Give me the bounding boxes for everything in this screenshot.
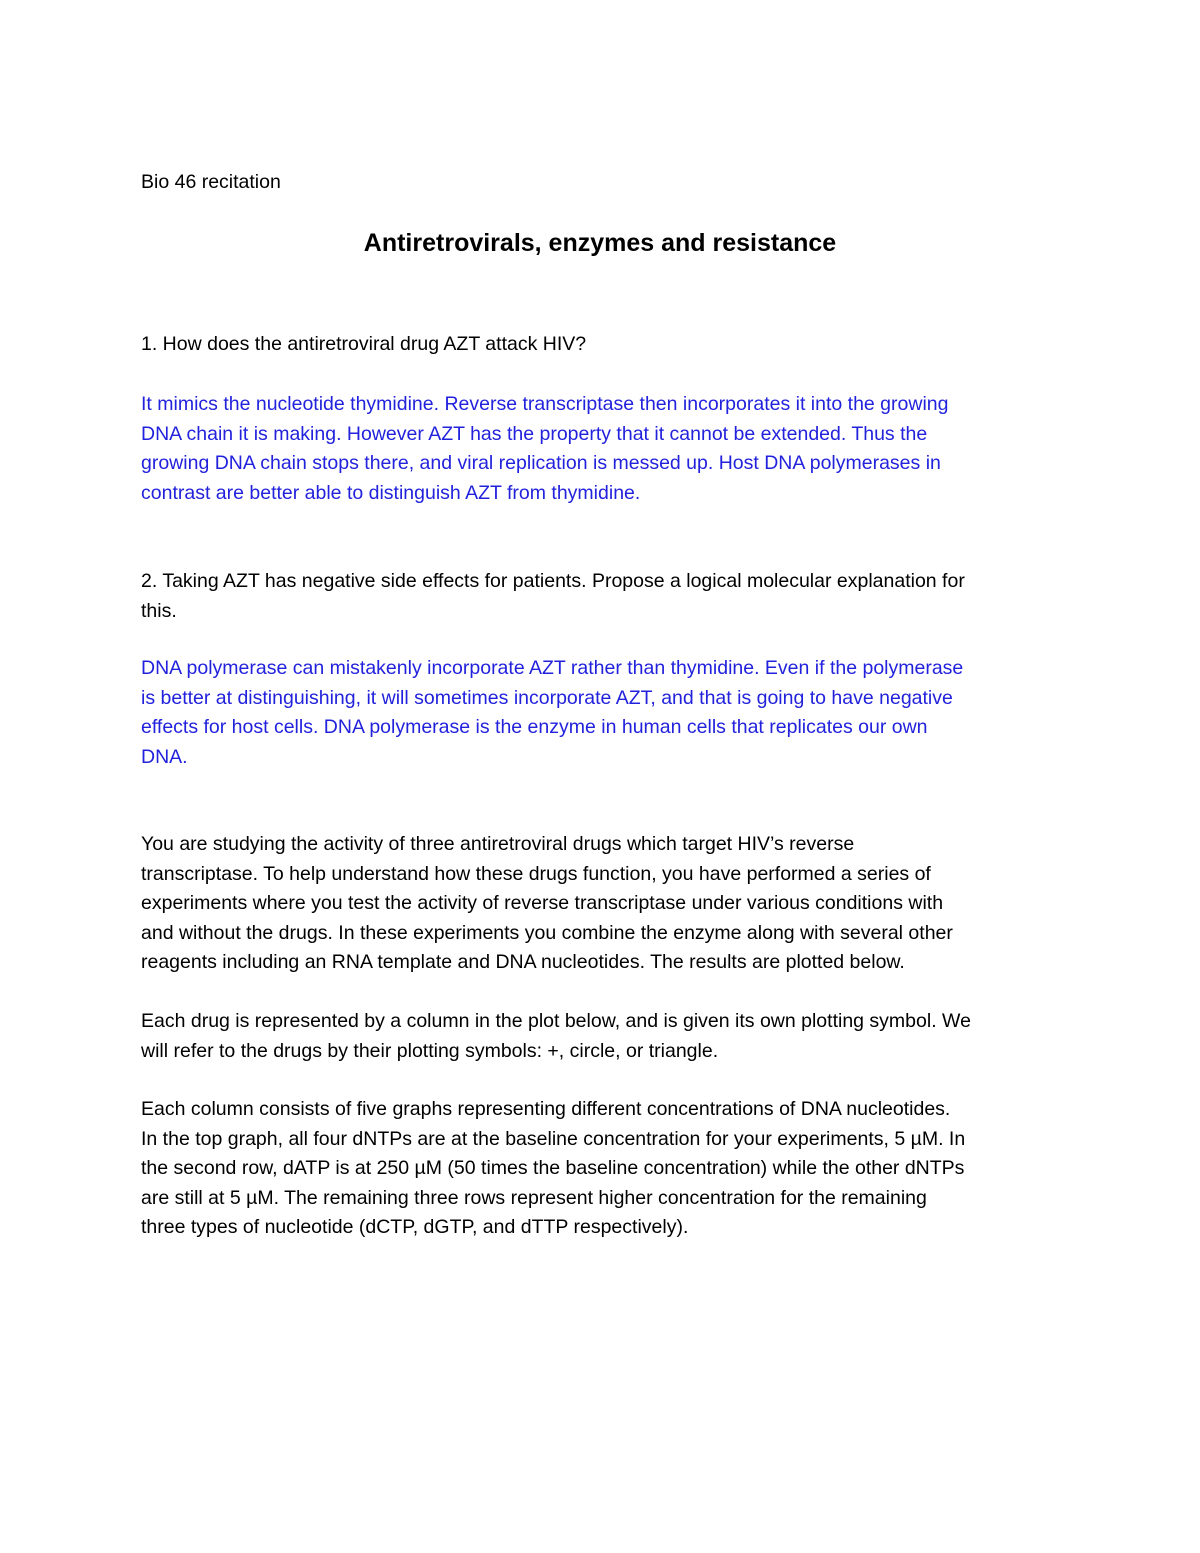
paragraph-line: and without the drugs. In these experiments you combine the enzyme along with several other	[141, 921, 953, 944]
document-title: Antiretrovirals, enzymes and resistance	[363, 229, 837, 257]
answer-2-line: DNA.	[141, 745, 188, 768]
answer-1-line: DNA chain it is making. However AZT has the property that it cannot be extended. Thus the	[141, 422, 928, 445]
question-2-line: 2. Taking AZT has negative side effects for patients. Propose a logical molecular explanation for	[141, 570, 965, 592]
paragraph-line: In the top graph, all four dNTPs are at the baseline concentration for your experiments, 5 µM. In	[141, 1127, 966, 1150]
paragraph-line: Each column consists of five graphs representing different concentrations of DNA nucleotides.	[141, 1098, 951, 1120]
paragraph-line: Each drug is represented by a column in the plot below, and is given its own plotting symbol. We	[141, 1010, 971, 1032]
question-1: 1. How does the antiretroviral drug AZT attack HIV?	[141, 333, 587, 355]
answer-2-line: DNA polymerase can mistakenly incorporate AZT rather than thymidine. Even if the polymerase	[141, 657, 964, 679]
paragraph-line: the second row, dATP is at 250 µM (50 times the baseline concentration) while the other dNTPs	[141, 1157, 965, 1179]
paragraph-line: reagents including an RNA template and DNA nucleotides. The results are plotted below.	[141, 951, 905, 973]
paragraph-line: transcriptase. To help understand how these drugs function, you have performed a series of	[141, 862, 931, 885]
paragraph-line: are still at 5 µM. The remaining three rows represent higher concentration for the remaining	[141, 1186, 927, 1209]
answer-1-line: contrast are better able to distinguish AZT from thymidine.	[141, 481, 641, 504]
course-label: Bio 46 recitation	[141, 171, 281, 193]
paragraph-line: experiments where you test the activity of reverse transcriptase under various conditions with	[141, 892, 944, 914]
answer-1-line: growing DNA chain stops there, and viral replication is messed up. Host DNA polymerases in	[141, 452, 941, 474]
paragraph-line: will refer to the drugs by their plotting symbols: +, circle, or triangle.	[141, 1039, 719, 1062]
paragraph-line: three types of nucleotide (dCTP, dGTP, and dTTP respectively).	[141, 1216, 689, 1238]
answer-1-line: It mimics the nucleotide thymidine. Reverse transcriptase then incorporates it into the growing	[141, 393, 949, 415]
question-2-line: this.	[141, 599, 177, 622]
answer-2-line: is better at distinguishing, it will sometimes incorporate AZT, and that is going to have negative	[141, 686, 953, 709]
answer-2-line: effects for host cells. DNA polymerase is the enzyme in human cells that replicates our own	[141, 716, 928, 738]
paragraph-line: You are studying the activity of three antiretroviral drugs which target HIV’s reverse	[141, 833, 855, 855]
